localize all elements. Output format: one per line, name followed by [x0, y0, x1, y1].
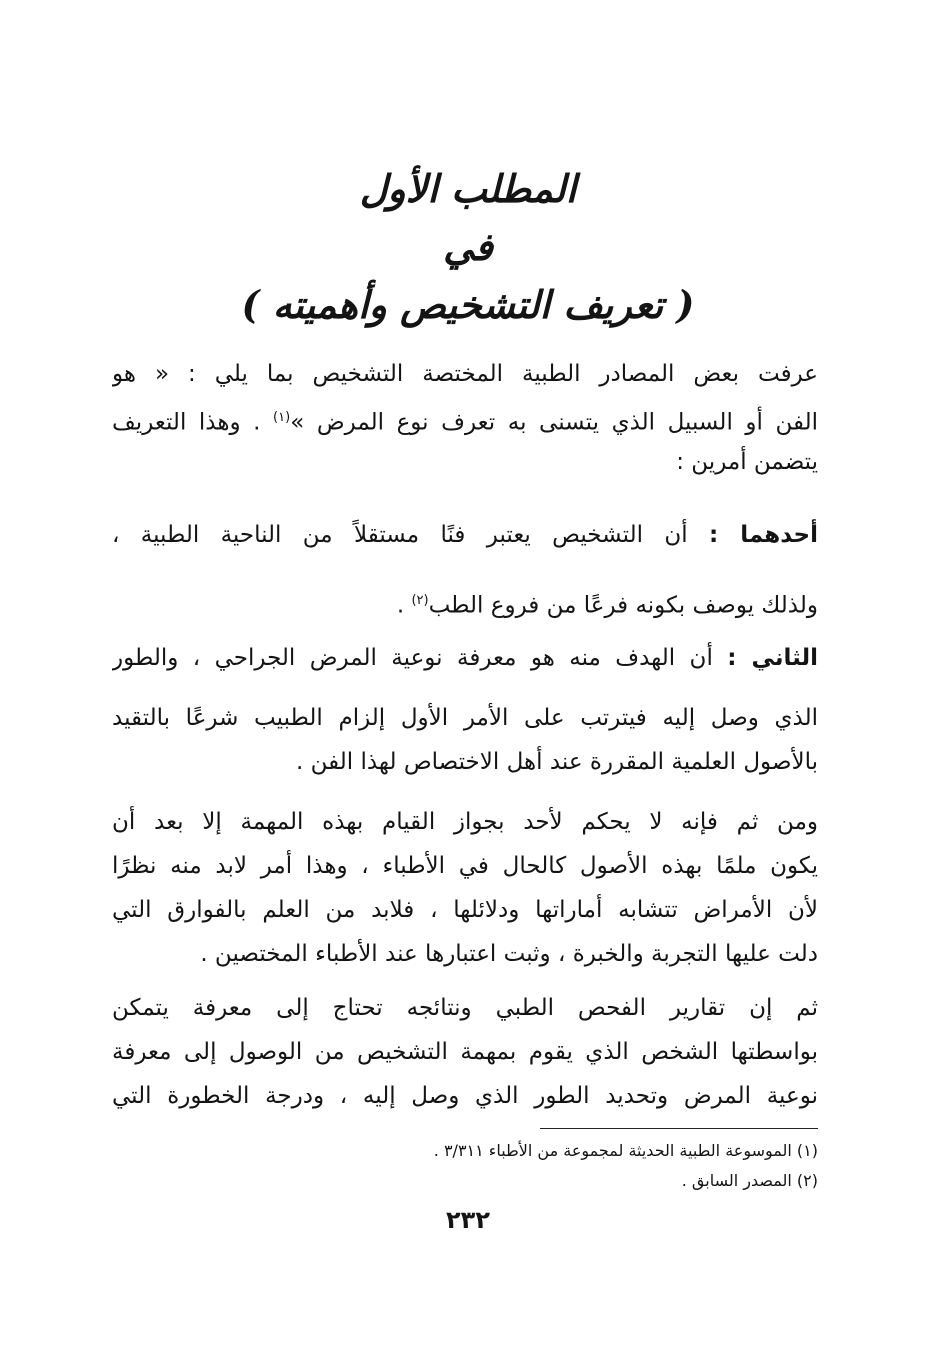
text-span: ولذلك يوصف بكونه فرعًا من فروع الطب: [428, 592, 818, 619]
text-span: أن الهدف منه هو معرفة نوعية المرض الجراحي ، والطور: [112, 645, 728, 671]
section-heading: [0, 160, 936, 334]
text-line: لأن الأمراض تتشابه أماراتها ودلائلها ، فلابد من العلم بالفوارق التي: [112, 897, 818, 923]
text-line: بالأصول العلمية المقررة عند أهل الاختصاص لهذا الفن .: [295, 749, 818, 775]
paragraph-reports: [112, 986, 818, 1118]
text-line: يكون ملمًا بهذه الأصول كالحال في الأطباء ، وهذا أمر لابد منه نظرًا: [112, 853, 818, 879]
text-span: . وهذا التعريف: [112, 409, 274, 436]
text-line: عرفت بعض المصادر الطبية المختصة التشخيص بما يلي : « هو: [112, 361, 818, 387]
footnote-divider: [540, 1128, 818, 1129]
heading-line-3: ( تعريف التشخيص وأهميته ): [241, 282, 695, 327]
footnote-ref-1: (١): [273, 410, 291, 425]
text-line: بواسطتها الشخص الذي يقوم بمهمة التشخيص من الوصول إلى معرفة: [112, 1039, 818, 1065]
text-line: يتضمن أمرين :: [676, 449, 818, 475]
paragraph-consequence: [112, 800, 818, 976]
footnotes: [112, 1136, 818, 1196]
text-line: [112, 579, 818, 623]
text-line: نوعية المرض وتحديد الطور الذي وصل إليه ، ودرجة الخطورة التي: [112, 1083, 818, 1109]
text-line: ومن ثم فإنه لا يحكم لأحد بجواز القيام بهذه المهمة إلا بعد أن: [112, 809, 818, 835]
footnote-1: (١) الموسوعة الطبية الحديثة لمجموعة من الأطباء ٣/٣١١ .: [433, 1141, 818, 1160]
text-line: دلت عليها التجربة والخبرة ، وثبت اعتبارها عند الأطباء المختصين .: [200, 941, 818, 967]
text-line: الذي وصل إليه فيترتب على الأمر الأول إلزام الطبيب شرعًا بالتقيد: [112, 705, 818, 731]
paragraph-first-point: [112, 513, 818, 623]
text-line: [112, 636, 818, 680]
text-span: الفن أو السبيل الذي يتسنى به تعرف نوع المرض »: [290, 409, 818, 436]
heading-line-1: المطلب الأول: [359, 166, 577, 211]
point-label: أحدهما :: [708, 522, 818, 548]
footnote-ref-2: (٢): [411, 593, 429, 608]
text-line: [112, 513, 818, 557]
text-span: أن التشخيص يعتبر فنًا مستقلاً من الناحية الطبية ،: [112, 522, 709, 548]
page-number: ٢٣٢: [446, 1206, 490, 1234]
footnote-2: (٢) المصدر السابق .: [681, 1171, 818, 1190]
point-label: الثاني :: [727, 645, 818, 671]
text-line: [112, 396, 818, 440]
heading-line-2: في: [443, 224, 493, 269]
text-line: ثم إن تقارير الفحص الطبي ونتائجه تحتاج إلى معرفة يتمكن: [112, 995, 818, 1021]
text-span: .: [396, 592, 412, 619]
paragraph-definition: [112, 352, 818, 484]
paragraph-second-point: [112, 636, 818, 784]
